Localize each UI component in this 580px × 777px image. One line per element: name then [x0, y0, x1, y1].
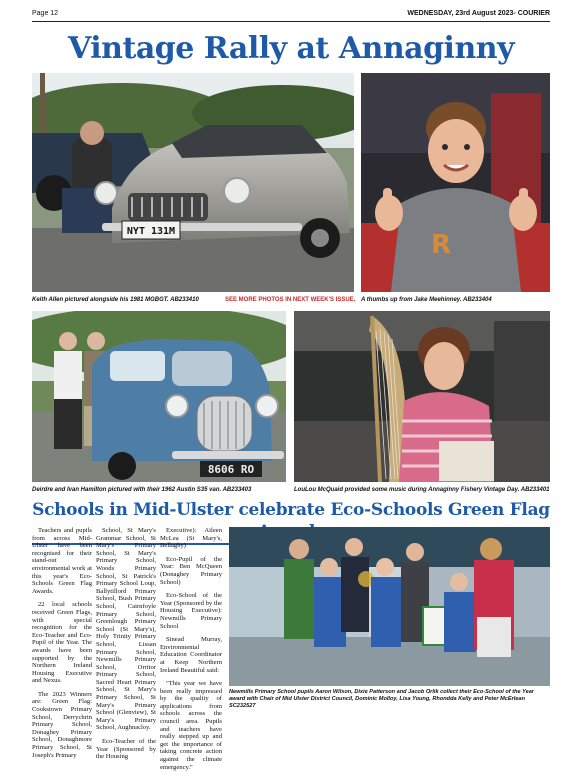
- article-paragraph: Eco-School of the Year (Sponsored by the Housing Executive): Newmills Primary School: [160, 592, 222, 630]
- photo-harp-player: [294, 311, 550, 482]
- article-paragraph: School, St Mary's Grammar School, St Mary's Primary School, St Mary's Primary School, Woods Primary School, St Patrick's Primary School Loup, Ballytillord Primary School, Bush Primary School, Cairnfoyle Primary School, Greenlough Primary School (St Mary's), Holy Trinity Primary School, Lissan Primary School, Newmills Primary School, Orritor Primary School, Sacred Heart Primary School, St Mary's Primary School, St Mary's Primary School (Glenview), St Mary's Primary School, Aughnacloy.: [96, 527, 156, 732]
- page-number: Page 12: [32, 10, 59, 17]
- caption-more-photos: SEE MORE PHOTOS IN NEXT WEEK'S ISSUE.: [225, 297, 356, 303]
- caption-austin: Deirdre and Ivan Hamilton pictured with their 1962 Austin S35 van. AB233403: [32, 487, 252, 493]
- article-headline: Schools in Mid-Ulster celebrate Eco-Schools Green Flag: [32, 499, 550, 545]
- photo-boy-thumbs-up: [361, 73, 550, 292]
- caption-school-award: Newmills Primary School pupils Aaron Wilson, Dixie Patterson and Jacob Orlik collect their Eco-School of the Year award with Chair of Mid Ulster District Council, Dominic Molloy, Lisa Young, Rhondda Kelly and Peter McErlean SC232527: [229, 689, 534, 709]
- page-header: [32, 9, 550, 22]
- article-paragraph: Teachers and pupils from across Mid-Ulster have been recognised for their stand-out environmental work at this year's Eco-Schools Green Flag Awards.: [32, 527, 92, 595]
- caption-harp: LouLou McQuaid provided some music during Annaginny Fishery Vintage Day. AB233401: [294, 487, 550, 493]
- article-paragraph: 22 local schools received Green Flags, with special recognition for the Eco-Teacher and Eco-Pupil of the Year. The awards have been supported by the Northern Ireland Housing Executive and Nexus.: [32, 601, 92, 685]
- article-paragraph: The 2023 Winners are: Green Flag: Cookstown Primary School, Derrychrin Primary School, Donaghey Primary School, Donaghmore Primary School, St Joseph's Primary: [32, 690, 92, 759]
- article-paragraph: Sinead Murray, Environmental Education Coordinator at Keep Northern Ireland Beautiful said:: [160, 636, 222, 674]
- article-paragraph: Executive): Aileen McLea (St Mary's, Bellaghy): [160, 527, 222, 550]
- svg-text:R: R: [431, 230, 452, 260]
- photo-mgb-car: [32, 73, 354, 292]
- page-headline: Vintage Rally at Annaginny: [68, 31, 514, 66]
- article-paragraph: Eco-Pupil of the Year: Ben McQueen (Donaghey Primary School): [160, 555, 222, 586]
- article-column-3: [160, 527, 222, 777]
- article-paragraph: Eco-Teacher of the Year (Sponsored by the Housing: [96, 738, 156, 761]
- caption-mgb: Keith Allen pictured alongside his 1981 MGBGT. AB233410: [32, 297, 199, 303]
- photo-austin-van: [32, 311, 286, 482]
- article-column-1: [32, 527, 92, 765]
- mgb-number-plate: NYT 131M: [126, 226, 176, 237]
- article-column-2: [96, 527, 156, 767]
- caption-thumbs: A thumbs up from Jake Meehinney. AB233404: [361, 297, 492, 303]
- photo-school-award: [229, 527, 550, 686]
- issue-date: WEDNESDAY, 23rd August 2023- COURIER: [407, 10, 550, 17]
- austin-number-plate: 8606 RO: [207, 463, 255, 476]
- article-paragraph: "This year we have been really impressed by the quality of applications from schools across the council area. Pupils and teachers have really stepped up and get the importance of taking concrete action against the climate emergency.": [160, 680, 222, 771]
